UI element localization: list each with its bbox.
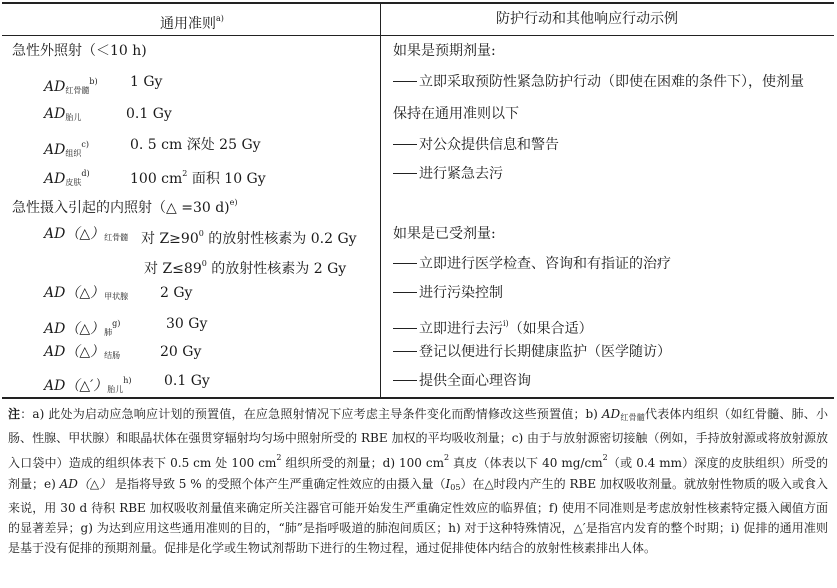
- ad-tissue-value: 0. 5 cm 深处 25 Gy: [130, 137, 261, 153]
- ad-delta-fetus-value: 0.1 Gy: [164, 373, 210, 389]
- dash-mark: [393, 328, 417, 329]
- ad-delta-red-marrow: $AD(\triangle)_{红骨髓}$: [44, 226, 129, 242]
- right-row-11: 提供全面心理咨询: [393, 373, 531, 389]
- ad-delta-thyroid-value: 2 Gy: [160, 285, 193, 301]
- dash-mark: [393, 263, 417, 264]
- ad-delta-red-marrow-z89: 对 $Z\le 89^0$ 的放射性核素为 2 Gy: [144, 259, 347, 277]
- ad-delta-colon-value: 20 Gy: [160, 344, 202, 360]
- header-right: 防护行动和其他响应行动示例: [496, 11, 678, 27]
- right-row-10: 登记以便进行长期健康监护（医学随访）: [393, 344, 671, 360]
- right-row-5: 进行紧急去污: [393, 166, 503, 182]
- right-row-4: 对公众提供信息和警告: [393, 137, 559, 153]
- ad-red-marrow-value: 1 Gy: [130, 74, 163, 90]
- table-notes: 注：a) 此处为启动应急响应计划的预置值，在应急照射情况下应考虑主导条件变化而酌情修改这些预置值；b) $AD_{红骨髓}$代表体内组织（如红骨髓、肺、小肠、性腺、甲状腺）和眼晶状体在强贯穿辐射均匀场中照射所受的 RBE 加权的平均吸收剂量；c) 由于与放射源密切接触（例如，手持放射源或将放射源放入口袋中）造成的组织体表下 0.5 cm 处 100 $cm^2$ 组织所受的剂量；d) 100 $cm^2$ 真皮（体表以下 40 $mg/cm^2$（或 0.4 mm）深度的皮肤组织）所受的剂量；e) AD（△） 是指将导致 5 % 的受照个体产生严重确定性效应的由摄入量$(I_{05})$在△时段内产生的 RBE 加权吸收剂量。就放射性物质的吸入或食入来说，用 30 d 待积 RBE 加权吸收剂量值来确定所关注器官可能开始发生严重确定性效应的临界值；f) 使用不同准则是考虑放射性核素特定摄入阈值方面的显著差异；g) 为达到应用这些通用准则的目的，“肺”是指呼吸道的肺泡间质区；h) 对于这种特殊情况，△′是指宫内发育的整个时期；i) 促排的通用准则是基于没有促排的预期剂量。促排是化学或生物试剂帮助下进行的生物过程，通过促排使体内结合的放射性核素排出人体。: [8, 407, 829, 556]
- ad-skin: $AD_{皮肤}^{d)}$: [44, 169, 90, 187]
- ad-delta-red-marrow-z90: 对 $Z\ge 90^0$ 的放射性核素为 0.2 Gy: [141, 229, 357, 247]
- right-row-7: 立即进行医学检查、咨询和有指证的治疗: [393, 256, 671, 272]
- dash-mark: [393, 144, 417, 145]
- ad-fetus: $AD_{胎儿}$: [44, 106, 82, 122]
- dash-mark: [393, 351, 417, 352]
- right-row-8: 进行污染控制: [393, 285, 503, 301]
- ad-tissue: $AD_{组织}^{c)}$: [44, 140, 89, 158]
- ad-delta-thyroid: $AD(\triangle)_{甲状腺}$: [44, 285, 129, 301]
- ad-delta-colon: $AD(\triangle)_{结肠}$: [44, 344, 121, 360]
- dash-mark: [393, 173, 417, 174]
- header-left-label: 通用准则: [160, 16, 216, 32]
- header-left: [160, 11, 224, 32]
- header-left-sup: a): [216, 14, 224, 23]
- right-row-6: 如果是已受剂量:: [393, 226, 496, 242]
- acute-heading: 急性外照射（＜10 h): [12, 43, 147, 59]
- right-row-1: 如果是预期剂量:: [393, 43, 496, 59]
- table-top-rule: [2, 2, 834, 4]
- header-bottom-rule: [2, 35, 834, 36]
- ad-fetus-value: 0.1 Gy: [126, 106, 172, 122]
- ad-delta-fetus: $AD(\triangle')_{胎儿}^{h)}$: [44, 376, 132, 394]
- column-divider: [380, 3, 381, 398]
- ad-delta-lung: $AD(\triangle)_肺^{g)}$: [44, 319, 121, 337]
- ad-skin-value: 100 $cm^2$ 面积 10 Gy: [130, 169, 266, 187]
- dash-mark: [393, 81, 417, 82]
- dash-mark: [393, 292, 417, 293]
- ad-delta-lung-value: 30 Gy: [166, 316, 208, 332]
- dash-mark: [393, 380, 417, 381]
- internal-heading: 急性摄入引起的内照射（△ =30 d)$^{e)}$: [12, 198, 238, 216]
- ad-red-marrow: $AD_{红骨髓}^{b)}$: [44, 77, 98, 95]
- right-row-2: 立即采取预防性紧急防护行动（即使在困难的条件下），使剂量: [393, 74, 804, 90]
- right-row-9: 立即进行去污$^{i)}$（如果合适）: [393, 316, 593, 337]
- right-row-3: 保持在通用准则以下: [393, 106, 519, 122]
